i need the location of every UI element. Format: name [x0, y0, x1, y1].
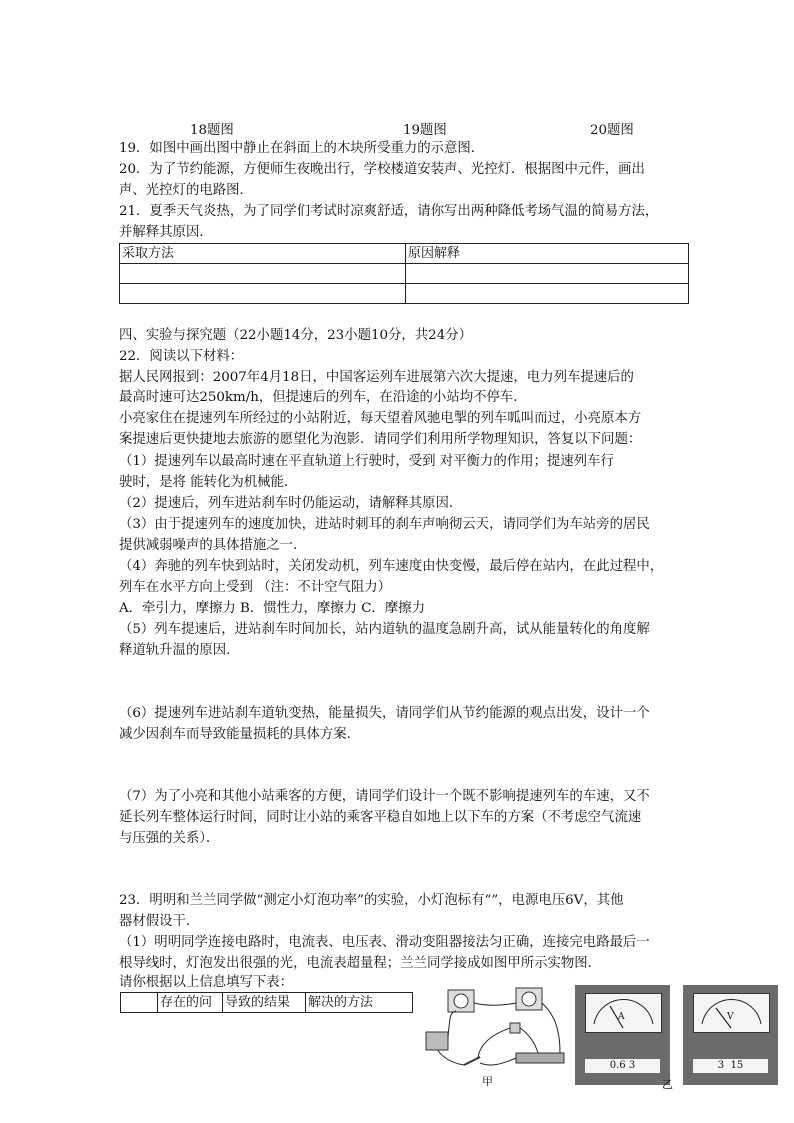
q22-part4-options: A．牵引力，摩擦力 B．惯性力，摩擦力 C．摩擦力 [119, 601, 426, 616]
table-header-blank [121, 993, 158, 1013]
table-cell[interactable] [406, 284, 689, 304]
q23-answer-table [120, 992, 413, 1013]
section-4-heading: 四、实验与探究题（22小题14分，23小题10分，共24分） [119, 328, 473, 343]
battery-device [426, 1032, 448, 1050]
q21-answer-table [119, 243, 689, 304]
voltmeter-terminals: 3 15 [693, 1059, 768, 1073]
q22-material-2: 最高时速可达250km/h，但提速后的列车，在沿途的小站均不停车． [119, 390, 527, 405]
q22-part7-line-1: （7）为了小亮和其他小站乘客的方便，请同学们设计一个既不影响提速列车的车速，又不 [119, 789, 650, 804]
rheostat-device [516, 1053, 564, 1063]
q22-part6-line-2: 减少因刹车而导致能量损耗的具体方案． [119, 727, 361, 742]
figure-label-yi: 乙 [662, 1078, 673, 1091]
q19-line: 19．如图中画出图中静止在斜面上的木块所受重力的示意图． [119, 141, 485, 156]
caption-20: 20题图 [590, 123, 634, 138]
table-header-reason: 原因解释 [406, 244, 689, 264]
caption-19: 19题图 [403, 123, 447, 138]
q23-part1-line-1: （1）明明同学连接电路时，电流表、电压表、滑动变阻器接法匀正确，连接完电路最后一 [119, 935, 650, 950]
q22-part3-line-1: （3）由于提速列车的速度加快，进站时刺耳的刹车声响彻云天，请同学们为车站旁的居民 [119, 517, 650, 532]
table-header-method: 采取方法 [120, 244, 406, 264]
table-header-solution: 解决的方法 [306, 993, 413, 1013]
q23-line-2: 器材假设干． [119, 914, 200, 929]
caption-18: 18题图 [190, 123, 234, 138]
table-header-row [121, 993, 413, 1013]
q22-material-4: 案提速后更快捷地去旅游的愿望化为泡影．请同学们利用所学物理知识，答复以下问题： [119, 432, 642, 447]
q22-part5-line-1: （5）列车提速后，进站刹车时间加长，站内道轨的温度急剧升高，试从能量转化的角度解 [119, 622, 650, 637]
table-cell[interactable] [120, 264, 406, 284]
q22-part4-line-2: 列车在水平方向上受到 （注：不计空气阻力） [119, 580, 392, 595]
ammeter-dial-figure [575, 985, 670, 1085]
q20-line-1: 20．为了节约能源，方便师生夜晚出行，学校楼道安装声、光控灯．根据图中元件，画出 [119, 162, 645, 177]
q23-part1-line-2: 根导线时，灯泡发出很强的光，电流表超量程；兰兰同学接成如图甲所示实物图． [119, 956, 602, 971]
q22-material-1: 据人民网报到：2007年4月18日，中国客运列车进展第六次大提速，电力列车提速后的 [119, 370, 634, 385]
voltmeter-face [693, 993, 770, 1033]
switch-device [464, 1057, 480, 1065]
table-header-row [120, 244, 689, 264]
circuit-figure-jia [420, 985, 570, 1090]
lamp-device [510, 1023, 520, 1033]
voltmeter-unit: V [727, 1012, 734, 1022]
q22-part6-line-1: （6）提速列车进站刹车道轨变热，能量损失，请同学们从节约能源的观点出发，设计一个 [119, 706, 650, 721]
q22-part2: （2）提速后，列车进站刹车时仍能运动，请解释其原因． [119, 496, 463, 511]
q23-table-instruction: 请你根据以上信息填写下表： [119, 975, 294, 990]
ammeter-face [585, 993, 662, 1033]
ammeter-terminals: 0.6 3 [585, 1059, 660, 1073]
table-header-result: 导致的结果 [223, 993, 306, 1013]
q22-part3-line-2: 提供减弱噪声的具体措施之一． [119, 538, 307, 553]
q22-material-3: 小亮家住在提速列车所经过的小站附近，每天望着风驰电掣的列车呱叫而过，小亮原本方 [119, 411, 642, 426]
voltmeter-dial-figure [683, 985, 778, 1085]
ammeter-unit: A [618, 1012, 625, 1022]
q22-part7-line-2: 延长列车整体运行时间，同时让小站的乘客平稳自如地上以下车的方案（不考虑空气流速 [119, 810, 642, 825]
table-row [120, 264, 689, 284]
table-cell[interactable] [406, 264, 689, 284]
figure-label-jia: 甲 [482, 1075, 493, 1088]
q21-line-2: 并解释其原因． [119, 225, 213, 240]
table-cell[interactable] [120, 284, 406, 304]
q23-line-1: 23．明明和兰兰同学做“测定小灯泡功率”的实验，小灯泡标有“”，电源电压6V，其他 [119, 893, 624, 908]
circuit-diagram [420, 985, 570, 1090]
q22-part1-line-2: 驶时，是将 能转化为机械能． [119, 475, 298, 490]
q22-part4-line-1: （4）奔驰的列车快到站时，关闭发动机，列车速度由快变慢，最后停在站内，在此过程中， [119, 559, 664, 574]
q22-part5-line-2: 释道轨升温的原因． [119, 643, 240, 658]
q21-line-1: 21．夏季天气炎热，为了同学们考试时凉爽舒适，请你写出两种降低考场气温的简易方法， [119, 204, 659, 219]
table-header-problem: 存在的问 [158, 993, 223, 1013]
q22-part7-line-3: 与压强的关系）． [119, 831, 220, 846]
q22-part1-line-1: （1）提速列车以最高时速在平直轨道上行驶时，受到 对平衡力的作用；提速列车行 [119, 454, 614, 469]
table-row [120, 284, 689, 304]
q22-intro: 22．阅读以下材料： [119, 349, 244, 364]
q20-line-2: 声、光控灯的电路图． [119, 183, 253, 198]
